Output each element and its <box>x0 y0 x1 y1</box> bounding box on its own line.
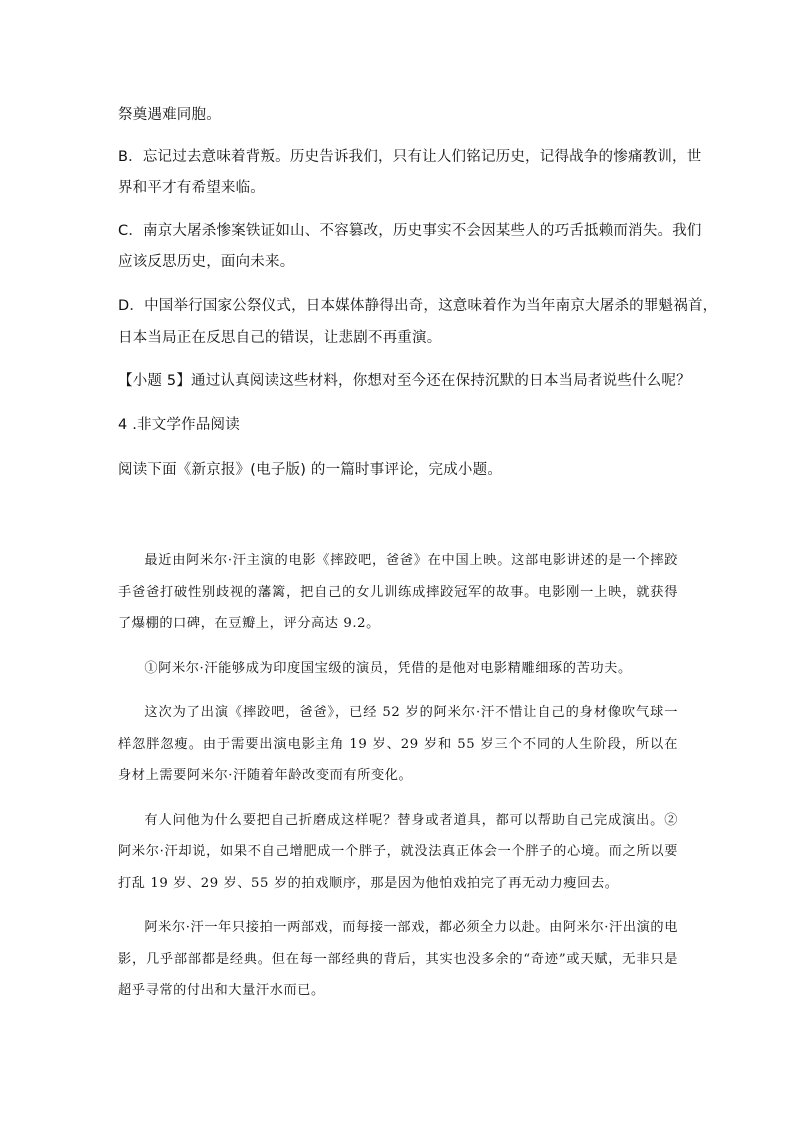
option-c-line-1: C．南京大屠杀惨案铁证如山、不容篡改，历史事实不会因某些人的巧舌抵赖而消失。我们 <box>118 223 702 239</box>
option-d-line-2: 日本当局正在反思自己的错误，让悲剧不再重演。 <box>118 330 442 346</box>
option-b-line-2: 界和平才有希望来临。 <box>118 180 265 196</box>
option-c-line-2: 应该反思历史，面向未来。 <box>118 254 295 270</box>
article-body <box>118 545 678 1007</box>
option-d-line-1: D．中国举行国家公祭仪式，日本媒体静得出奇，这意味着作为当年南京大屠杀的罪魁祸首， <box>118 298 718 314</box>
option-b-line-1: B．忘记过去意味着背叛。历史告诉我们，只有让人们铭记历史，记得战争的惨痛教训，世 <box>118 149 702 165</box>
section-heading: 4 .非文学作品阅读 <box>118 417 240 433</box>
question-5: 【小题 5】通过认真阅读这些材料，你想对至今还在保持沉默的日本当局者说些什么呢？ <box>118 373 691 389</box>
article-paragraph-4: 有人问他为什么要把自己折磨成这样呢？替身或者道具，都可以帮助自己完成演出。②阿米尔·汗却说，如果不自己增肥成一个胖子，就没法真正体会一个胖子的心境。而之所以要打乱 19 岁、29 岁、55 岁的拍戏顺序，那是因为他怕戏拍完了再无动力瘦回去。 <box>118 812 678 891</box>
article-paragraph-3: 这次为了出演《摔跤吧，爸爸》，已经 52 岁的阿米尔·汗不惜让自己的身材像吹气球一样忽胖忽瘦。由于需要出演电影主角 19 岁、29 岁和 55 岁三个不同的人生阶段，所以在身材上需要阿米尔·汗随着年龄改变而有所变化。 <box>118 705 678 783</box>
reading-instruction: 阅读下面《新京报》(电子版) 的一篇时事评论，完成小题。 <box>118 462 503 478</box>
article-paragraph-2: ①阿米尔·汗能够成为印度国宝级的演员，凭借的是他对电影精雕细琢的苦功夫。 <box>144 660 632 676</box>
article-paragraph-1: 最近由阿米尔·汗主演的电影《摔跤吧，爸爸》在中国上映。这部电影讲述的是一个摔跤手爸爸打破性别歧视的藩篱，把自己的女儿训练成摔跤冠军的故事。电影刚一上映，就获得了爆棚的口碑，在豆瓣上，评分高达 9.2。 <box>118 553 678 631</box>
article-paragraph-5: 阿米尔·汗一年只接拍一两部戏，而每接一部戏，都必须全力以赴。由阿米尔·汗出演的电影，几乎部部都是经典。但在每一部经典的背后，其实也没多余的“奇迹”或天赋，无非只是超乎寻常的付出和大量汗水而已。 <box>118 920 678 998</box>
text-line: 祭奠遇难同胞。 <box>118 107 221 123</box>
